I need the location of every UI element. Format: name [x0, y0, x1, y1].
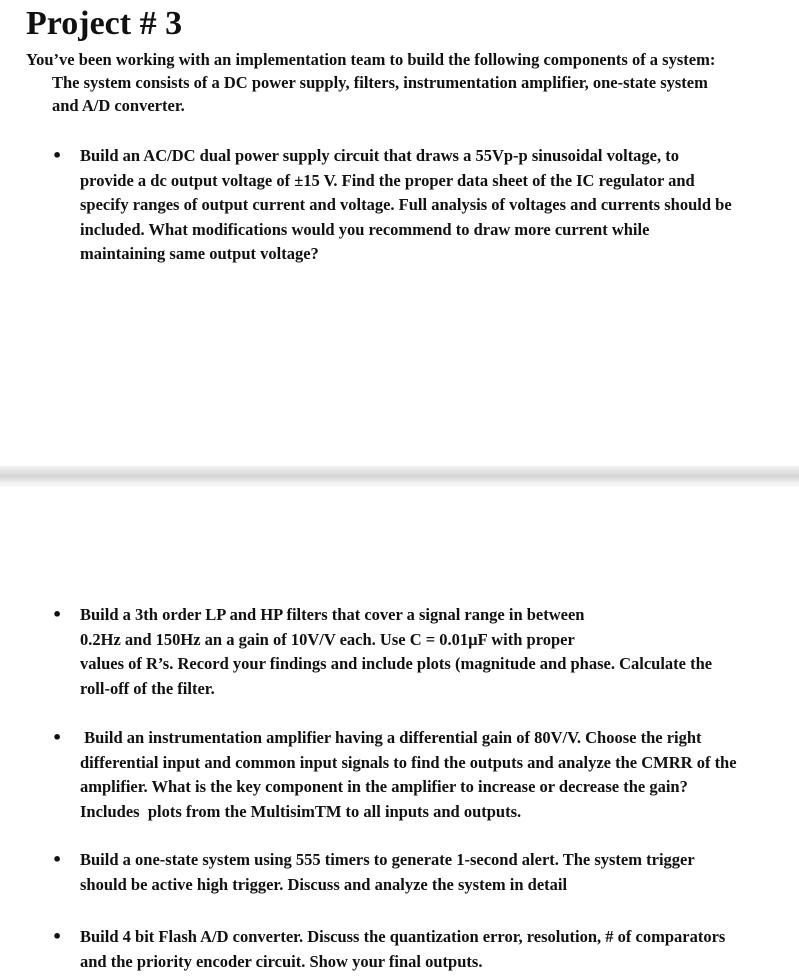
task-line: roll-off of the filter. [80, 678, 215, 698]
task-line: amplifier. What is the key component in the amplifier to increase or decrease the gain? [80, 777, 688, 796]
task-text [80, 726, 787, 824]
intro-paragraph [26, 48, 786, 117]
task-item-power-supply [52, 144, 787, 267]
task-line: maintaining same output voltage? [80, 244, 319, 263]
bullet-icon: • [52, 605, 63, 624]
task-item-instrumentation-amplifier [52, 726, 787, 824]
task-text [80, 848, 787, 897]
task-line: Build a one-state system using 555 timers to generate 1-second alert. The system trigger [80, 850, 695, 869]
task-text [80, 603, 787, 701]
task-line: 0.2Hz and 150Hz an a gain of 10V/V each. Use C = 0.01µF with proper [80, 629, 575, 649]
task-item-filters [52, 603, 787, 701]
task-line: Build a 3th order LP and HP filters that cover a signal range in between [80, 605, 585, 624]
task-item-one-state-system [52, 848, 787, 897]
task-line: differential input and common input signals to find the outputs and analyze the CMRR of the [80, 752, 737, 772]
page-separator [0, 466, 799, 484]
task-line: Includes plots from the MultisimTM to all inputs and outputs. [80, 801, 522, 821]
task-line: included. What modifications would you recommend to draw more current while [80, 219, 650, 239]
task-item-flash-ad-converter [52, 925, 787, 974]
task-line: Build 4 bit Flash A/D converter. Discuss the quantization error, resolution, # of comparators [80, 927, 726, 946]
intro-line: and A/D converter. [52, 96, 185, 115]
intro-line: The system consists of a DC power supply, filters, instrumentation amplifier, one-state system [52, 73, 708, 92]
task-line: provide a dc output voltage of ±15 V. Find the proper data sheet of the IC regulator and [80, 170, 695, 190]
task-line: Build an AC/DC dual power supply circuit that draws a 55Vp-p sinusoidal voltage, to [80, 146, 680, 165]
task-line: and the priority encoder circuit. Show your final outputs. [80, 951, 483, 971]
task-line: Build an instrumentation amplifier having a differential gain of 80V/V. Choose the right [80, 728, 702, 747]
intro-line: You’ve been working with an implementation team to build the following components of a system: [26, 50, 716, 69]
task-line: specify ranges of output current and voltage. Full analysis of voltages and currents should be [80, 195, 732, 214]
task-text [80, 925, 787, 974]
task-line: values of R’s. Record your findings and include plots (magnitude and phase. Calculate the [80, 654, 713, 673]
bullet-icon: • [52, 146, 63, 165]
bullet-icon: • [52, 850, 63, 869]
task-text [80, 144, 787, 267]
bullet-icon: • [52, 927, 63, 946]
task-line: should be active high trigger. Discuss and analyze the system in detail [80, 874, 568, 894]
bullet-icon: • [52, 728, 63, 747]
page-title: Project # 3 [26, 5, 183, 42]
page-separator-shadow [0, 484, 799, 488]
